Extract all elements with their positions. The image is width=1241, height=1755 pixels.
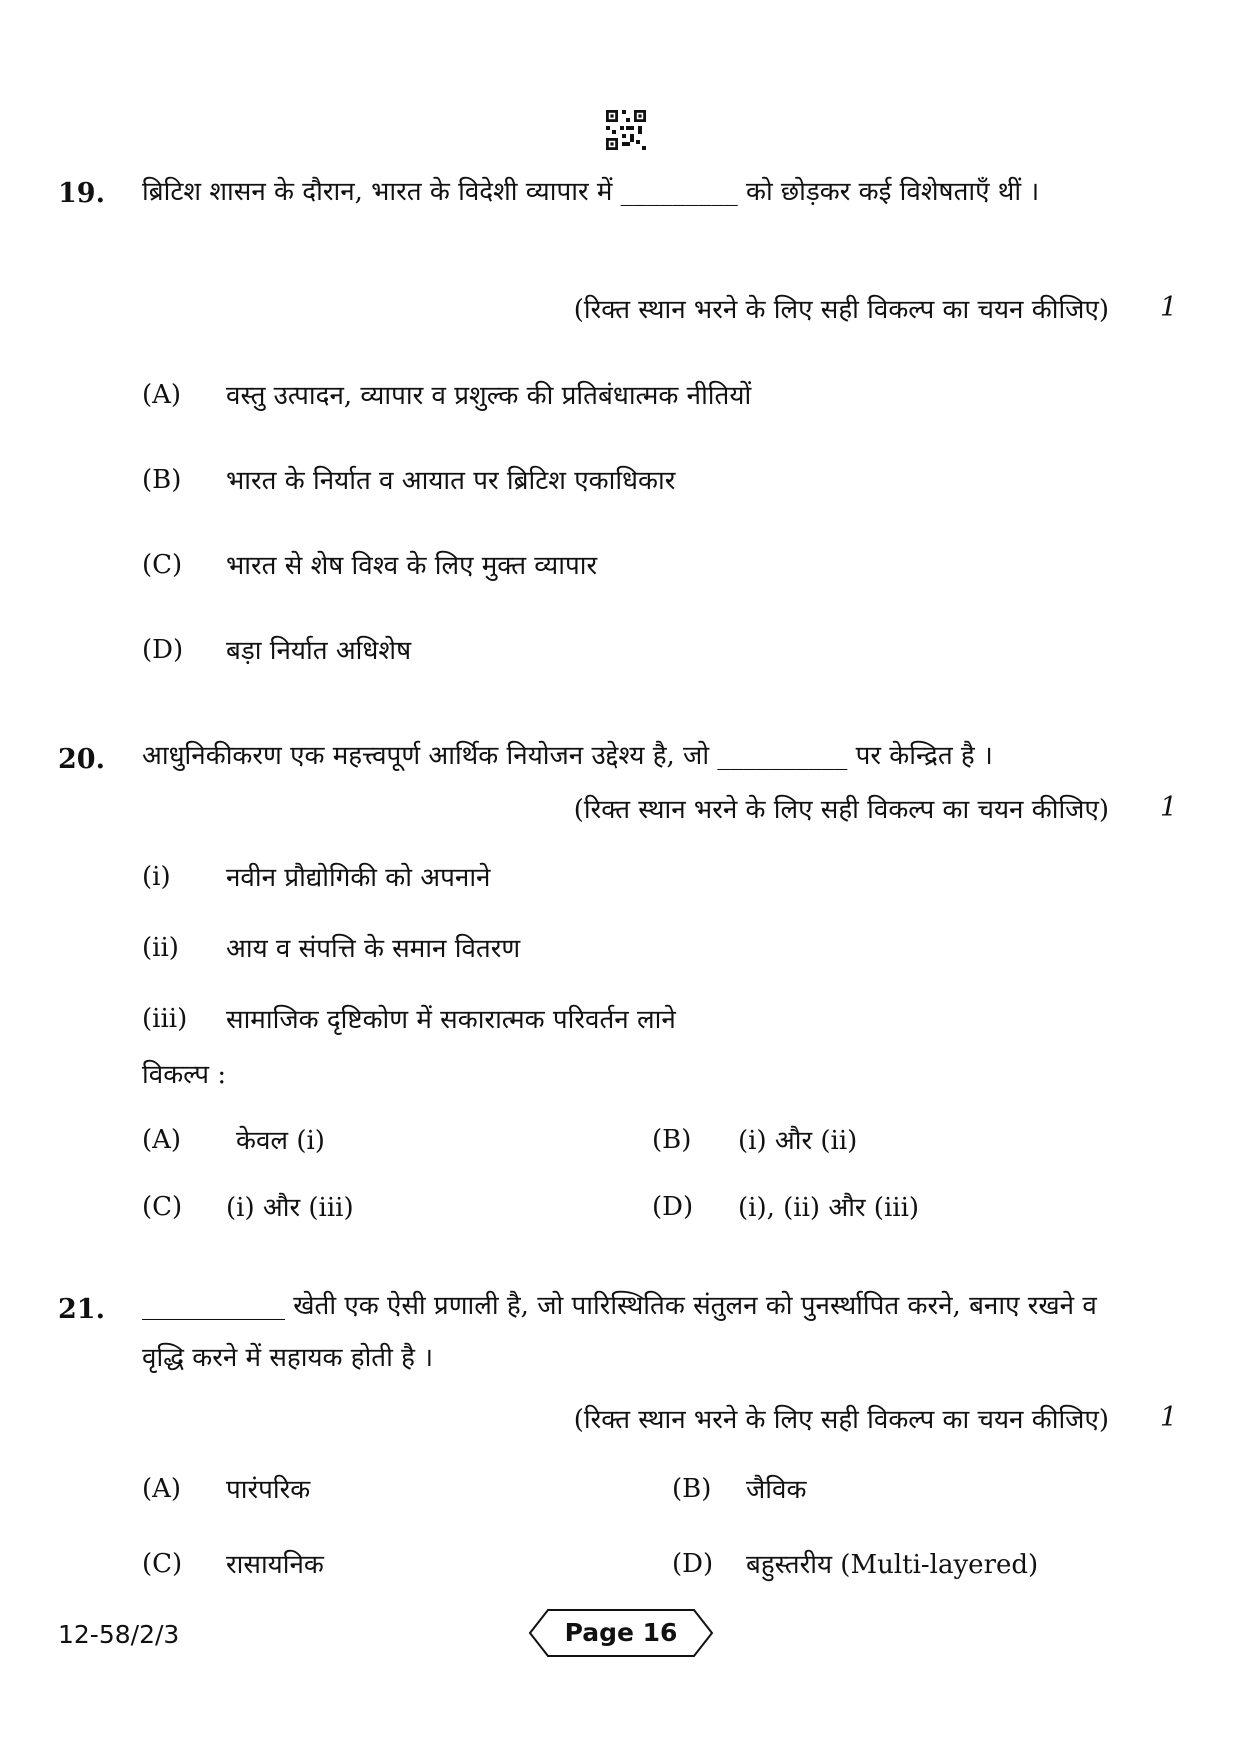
q20-option-a-text: केवल (i): [236, 1126, 325, 1156]
question-19-instruction: (रिक्त स्थान भरने के लिए सही विकल्प का चयन कीजिए): [573, 295, 1109, 325]
q20-option-c-text: (i) और (iii): [226, 1193, 354, 1223]
q21-option-a-text: पारंपरिक: [226, 1475, 311, 1505]
question-21-number: 21.: [58, 1294, 105, 1325]
q19-option-d-label: (D): [142, 635, 184, 665]
question-21-marks: 1: [1160, 1402, 1178, 1433]
question-20-instruction: (रिक्त स्थान भरने के लिए सही विकल्प का चयन कीजिए): [573, 795, 1109, 825]
q21-option-d-text: बहुस्तरीय (Multi-layered): [746, 1550, 1039, 1580]
q19-option-d-text: बड़ा निर्यात अधिशेष: [226, 636, 412, 666]
q21-option-c-text: रासायनिक: [226, 1550, 324, 1580]
q20-option-c-label: (C): [142, 1192, 183, 1222]
q21-option-c-label: (C): [142, 1549, 183, 1579]
page-number-badge: [528, 1608, 714, 1658]
q20-option-b-text: (i) और (ii): [738, 1126, 858, 1156]
q20-statement-i-label: (i): [142, 862, 171, 892]
page-number: Page 16: [564, 1618, 678, 1647]
q21-option-b-label: (B): [672, 1474, 712, 1504]
q20-option-d-text: (i), (ii) और (iii): [738, 1193, 920, 1223]
q19-option-a-label: (A): [142, 380, 182, 410]
question-21-instruction: (रिक्त स्थान भरने के लिए सही विकल्प का चयन कीजिए): [573, 1405, 1109, 1435]
q20-statement-i-text: नवीन प्रौद्योगिकी को अपनाने: [226, 863, 491, 893]
qr-code-icon: [606, 110, 646, 150]
question-20-marks: 1: [1160, 792, 1178, 823]
q19-option-c-label: (C): [142, 550, 183, 580]
q19-option-a-text: वस्तु उत्पादन, व्यापार व प्रशुल्क की प्रतिबंधात्मक नीतियों: [226, 381, 752, 411]
q20-statement-iii-text: सामाजिक दृष्टिकोण में सकारात्मक परिवर्तन लाने: [226, 1005, 676, 1035]
question-19-text: ब्रिटिश शासन के दौरान, भारत के विदेशी व्यापार में _________ को छोड़कर कई विशेषताएँ थीं ।: [142, 177, 1040, 207]
question-21-text: ___________ खेती एक ऐसी प्रणाली है, जो पारिस्थितिक संतुलन को पुनर्स्थापित करने, बनाए रखने व वृद्धि करने में सहायक होती है ।: [142, 1291, 1097, 1373]
question-19-number: 19.: [58, 178, 105, 209]
q21-option-d-label: (D): [672, 1549, 714, 1579]
question-19-marks: 1: [1160, 292, 1178, 323]
q20-options-heading: विकल्प :: [142, 1060, 227, 1090]
q20-option-d-label: (D): [652, 1192, 694, 1222]
q21-option-a-label: (A): [142, 1474, 182, 1504]
q19-option-b-label: (B): [142, 465, 182, 495]
q19-option-c-text: भारत से शेष विश्व के लिए मुक्त व्यापार: [226, 551, 598, 581]
q20-statement-iii-label: (iii): [142, 1004, 188, 1034]
paper-code: 12-58/2/3: [58, 1620, 180, 1649]
q20-statement-ii-label: (ii): [142, 933, 179, 963]
q20-statement-ii-text: आय व संपत्ति के समान वितरण: [226, 934, 521, 964]
q20-option-a-label: (A): [142, 1125, 182, 1155]
q21-option-b-text: जैविक: [746, 1475, 807, 1505]
q20-option-b-label: (B): [652, 1125, 692, 1155]
question-20-text: आधुनिकीकरण एक महत्त्वपूर्ण आर्थिक नियोजन उद्देश्य है, जो __________ पर केन्द्रित है ।: [142, 741, 993, 771]
question-20-number: 20.: [58, 744, 105, 775]
q19-option-b-text: भारत के निर्यात व आयात पर ब्रिटिश एकाधिकार: [226, 466, 676, 496]
